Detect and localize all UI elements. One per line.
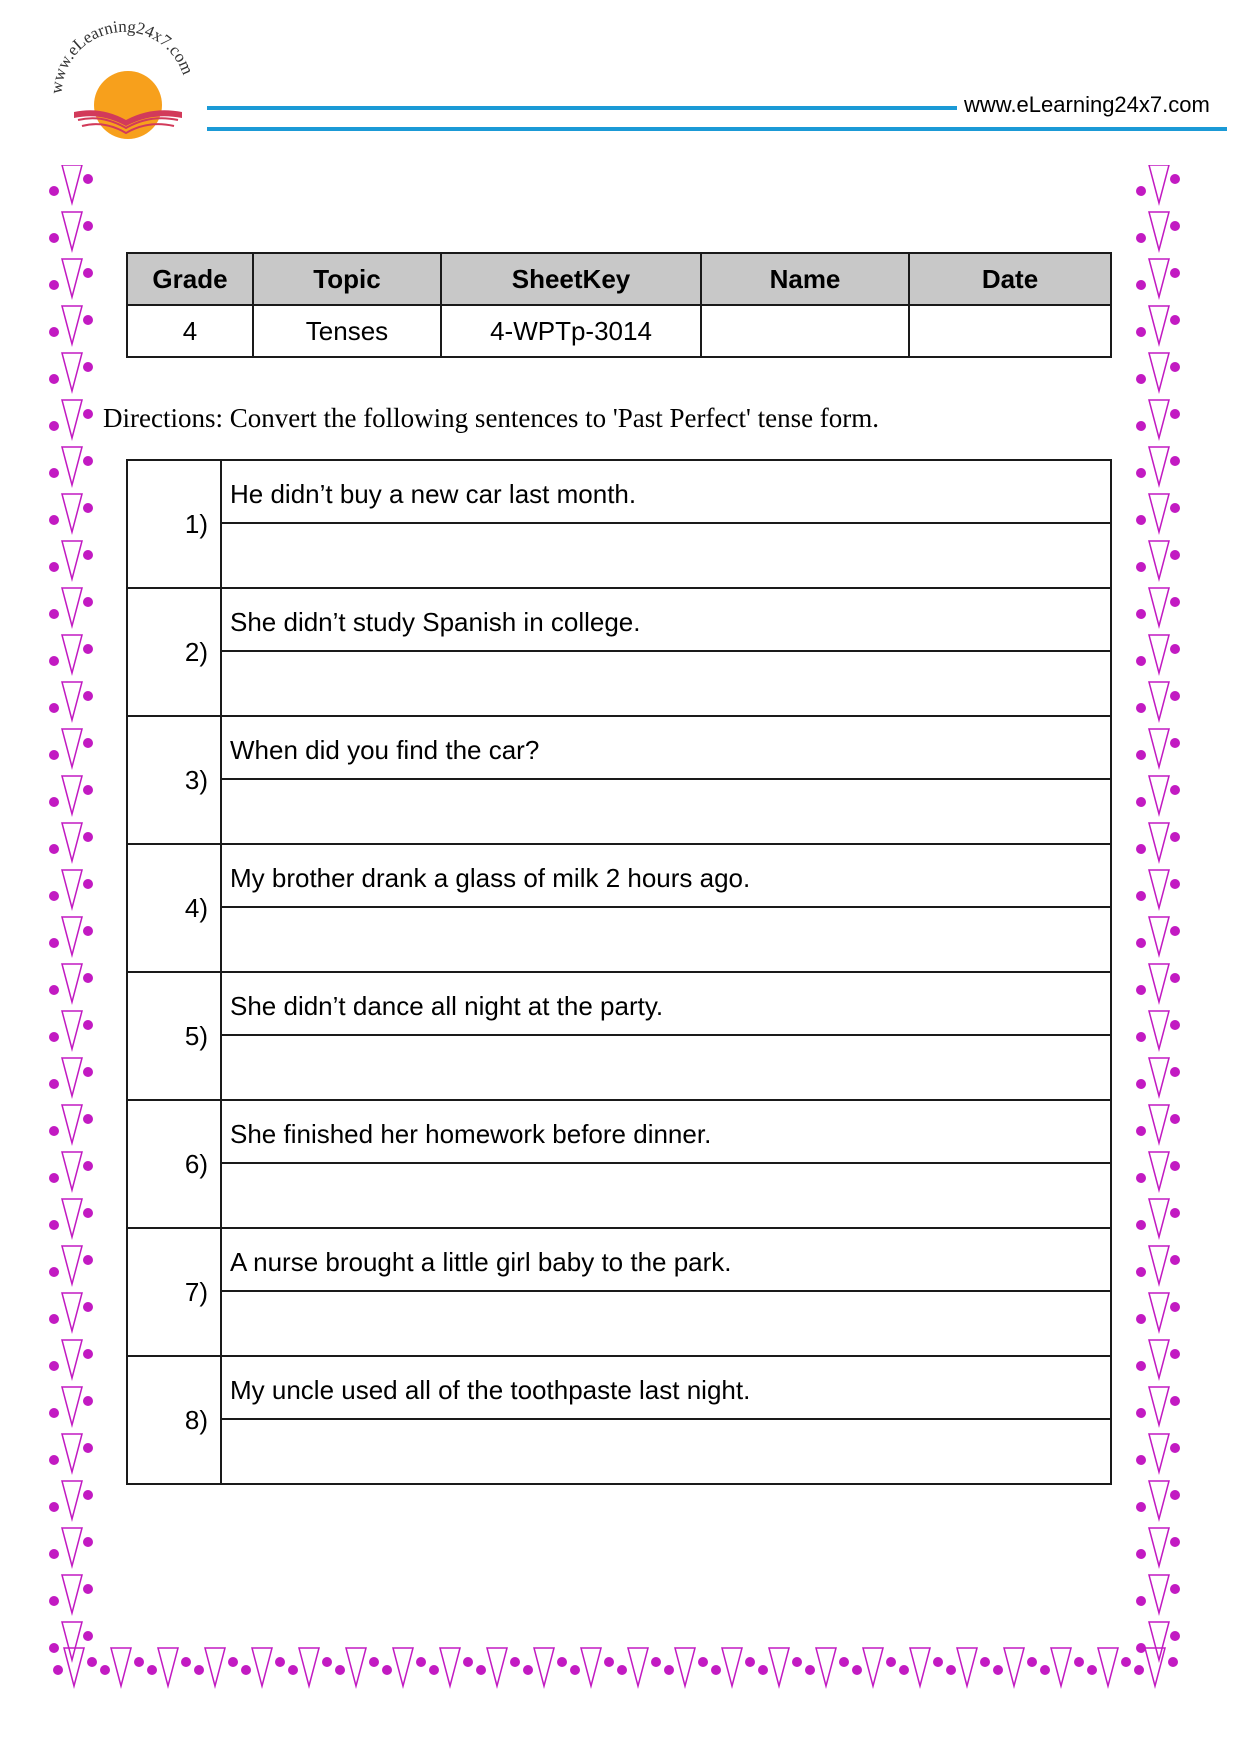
answer-field[interactable] xyxy=(221,779,1111,844)
border-motif xyxy=(1136,1058,1180,1096)
border-motif xyxy=(49,1199,93,1237)
border-motif xyxy=(49,1434,93,1472)
border-motif xyxy=(852,1648,896,1686)
border-motif xyxy=(1136,259,1180,297)
border-motif xyxy=(49,823,93,861)
question-sentence: My uncle used all of the toothpaste last night. xyxy=(221,1356,1111,1419)
border-motif xyxy=(1136,212,1180,250)
border-motif xyxy=(49,870,93,908)
question-row xyxy=(127,460,1111,523)
question-sentence: She didn’t study Spanish in college. xyxy=(221,588,1111,651)
border-motif xyxy=(711,1648,755,1686)
question-row xyxy=(127,588,1111,651)
answer-field[interactable] xyxy=(221,1291,1111,1356)
border-motif xyxy=(100,1648,144,1686)
border-motif xyxy=(1136,729,1180,767)
grade-header: Grade xyxy=(127,253,253,305)
question-sentence: My brother drank a glass of milk 2 hours ago. xyxy=(221,844,1111,907)
border-motif xyxy=(49,1528,93,1566)
grade-value: 4 xyxy=(127,305,253,357)
answer-field[interactable] xyxy=(221,1035,1111,1100)
name-header: Name xyxy=(701,253,909,305)
border-motif xyxy=(664,1648,708,1686)
answer-field[interactable] xyxy=(221,1163,1111,1228)
answer-row xyxy=(127,907,1111,972)
border-motif xyxy=(1136,447,1180,485)
border-motif xyxy=(1136,1152,1180,1190)
info-header-row xyxy=(127,253,1111,305)
info-table xyxy=(126,252,1112,358)
border-motif xyxy=(993,1648,1037,1686)
border-motif xyxy=(429,1648,473,1686)
border-motif xyxy=(49,494,93,532)
border-motif xyxy=(49,306,93,344)
border-motif xyxy=(49,729,93,767)
header-rule-bottom xyxy=(207,127,1227,131)
questions-table xyxy=(126,459,1112,1485)
name-field[interactable] xyxy=(701,305,909,357)
answer-row xyxy=(127,1419,1111,1484)
question-sentence: She didn’t dance all night at the party. xyxy=(221,972,1111,1035)
question-sentence: She finished her homework before dinner. xyxy=(221,1100,1111,1163)
border-motif xyxy=(49,353,93,391)
topic-header: Topic xyxy=(253,253,441,305)
border-motif xyxy=(49,1387,93,1425)
question-sentence: When did you find the car? xyxy=(221,716,1111,779)
border-motif xyxy=(1136,541,1180,579)
question-number: 6) xyxy=(127,1100,221,1228)
sheetkey-header: SheetKey xyxy=(441,253,701,305)
border-motif xyxy=(49,1340,93,1378)
question-number: 2) xyxy=(127,588,221,716)
border-motif xyxy=(1136,1575,1180,1613)
border-motif xyxy=(49,1011,93,1049)
border-motif xyxy=(570,1648,614,1686)
site-logo xyxy=(44,20,214,150)
border-motif xyxy=(1136,682,1180,720)
border-motif xyxy=(1136,494,1180,532)
answer-field[interactable] xyxy=(221,651,1111,716)
border-motif xyxy=(147,1648,191,1686)
question-row xyxy=(127,844,1111,907)
border-motif xyxy=(476,1648,520,1686)
border-motif xyxy=(335,1648,379,1686)
border-motif xyxy=(49,1293,93,1331)
topic-value: Tenses xyxy=(253,305,441,357)
border-motif xyxy=(805,1648,849,1686)
site-url: www.eLearning24x7.com xyxy=(964,92,1210,117)
border-motif xyxy=(1136,306,1180,344)
border-motif xyxy=(49,682,93,720)
border-motif xyxy=(382,1648,426,1686)
border-motif xyxy=(1040,1648,1084,1686)
question-row xyxy=(127,1100,1111,1163)
border-motif xyxy=(288,1648,332,1686)
border-motif xyxy=(49,1105,93,1143)
answer-field[interactable] xyxy=(221,907,1111,972)
border-motif xyxy=(758,1648,802,1686)
question-number: 8) xyxy=(127,1356,221,1484)
border-motif xyxy=(194,1648,238,1686)
border-motif xyxy=(49,165,93,203)
border-motif xyxy=(1136,635,1180,673)
question-number: 1) xyxy=(127,460,221,588)
border-motif xyxy=(1136,1105,1180,1143)
border-motif xyxy=(1136,1434,1180,1472)
date-header: Date xyxy=(909,253,1111,305)
right-decorative-border xyxy=(1135,165,1183,1695)
border-motif xyxy=(1136,870,1180,908)
border-motif xyxy=(1136,1387,1180,1425)
question-row xyxy=(127,716,1111,779)
border-motif xyxy=(1136,776,1180,814)
question-row xyxy=(127,972,1111,1035)
question-row xyxy=(127,1228,1111,1291)
border-motif xyxy=(1136,823,1180,861)
answer-row xyxy=(127,1035,1111,1100)
border-motif xyxy=(1136,1246,1180,1284)
border-motif xyxy=(1136,1199,1180,1237)
border-motif xyxy=(1087,1648,1131,1686)
border-motif xyxy=(49,212,93,250)
border-motif xyxy=(899,1648,943,1686)
border-motif xyxy=(49,1481,93,1519)
border-motif xyxy=(241,1648,285,1686)
border-motif xyxy=(1136,964,1180,1002)
border-motif xyxy=(49,400,93,438)
border-motif xyxy=(49,635,93,673)
answer-field[interactable] xyxy=(221,523,1111,588)
border-motif xyxy=(49,1152,93,1190)
border-motif xyxy=(49,964,93,1002)
border-motif xyxy=(49,447,93,485)
answer-row xyxy=(127,1291,1111,1356)
directions-text: Directions: Convert the following sentences to 'Past Perfect' tense form. xyxy=(103,403,880,433)
border-motif xyxy=(1136,353,1180,391)
info-value-row xyxy=(127,305,1111,357)
answer-row xyxy=(127,779,1111,844)
border-motif xyxy=(49,776,93,814)
border-motif xyxy=(49,1058,93,1096)
border-motif xyxy=(1136,917,1180,955)
border-motif xyxy=(49,588,93,626)
question-number: 4) xyxy=(127,844,221,972)
answer-row xyxy=(127,1163,1111,1228)
border-motif xyxy=(49,917,93,955)
sheetkey-value: 4-WPTp-3014 xyxy=(441,305,701,357)
logo-arc-text: www.eLearning24x7.com xyxy=(46,20,198,95)
border-motif xyxy=(1136,588,1180,626)
border-motif xyxy=(1136,165,1180,203)
border-motif xyxy=(1136,1528,1180,1566)
question-number: 7) xyxy=(127,1228,221,1356)
bottom-decorative-border xyxy=(48,1642,1183,1690)
question-row xyxy=(127,1356,1111,1419)
answer-field[interactable] xyxy=(221,1419,1111,1484)
border-motif xyxy=(946,1648,990,1686)
question-sentence: He didn’t buy a new car last month. xyxy=(221,460,1111,523)
border-motif xyxy=(523,1648,567,1686)
sun-icon xyxy=(94,71,162,139)
answer-row xyxy=(127,651,1111,716)
border-motif xyxy=(1136,1481,1180,1519)
header-rule-top xyxy=(207,106,957,110)
border-motif xyxy=(49,259,93,297)
border-motif xyxy=(1134,1648,1178,1686)
border-motif xyxy=(1136,1011,1180,1049)
question-number: 3) xyxy=(127,716,221,844)
border-motif xyxy=(49,541,93,579)
border-motif xyxy=(1136,1340,1180,1378)
question-number: 5) xyxy=(127,972,221,1100)
border-motif xyxy=(49,1246,93,1284)
border-motif xyxy=(53,1648,97,1686)
border-motif xyxy=(49,1575,93,1613)
border-motif xyxy=(1136,1293,1180,1331)
question-sentence: A nurse brought a little girl baby to the park. xyxy=(221,1228,1111,1291)
border-motif xyxy=(617,1648,661,1686)
left-decorative-border xyxy=(48,165,96,1695)
border-motif xyxy=(1136,400,1180,438)
date-field[interactable] xyxy=(909,305,1111,357)
answer-row xyxy=(127,523,1111,588)
